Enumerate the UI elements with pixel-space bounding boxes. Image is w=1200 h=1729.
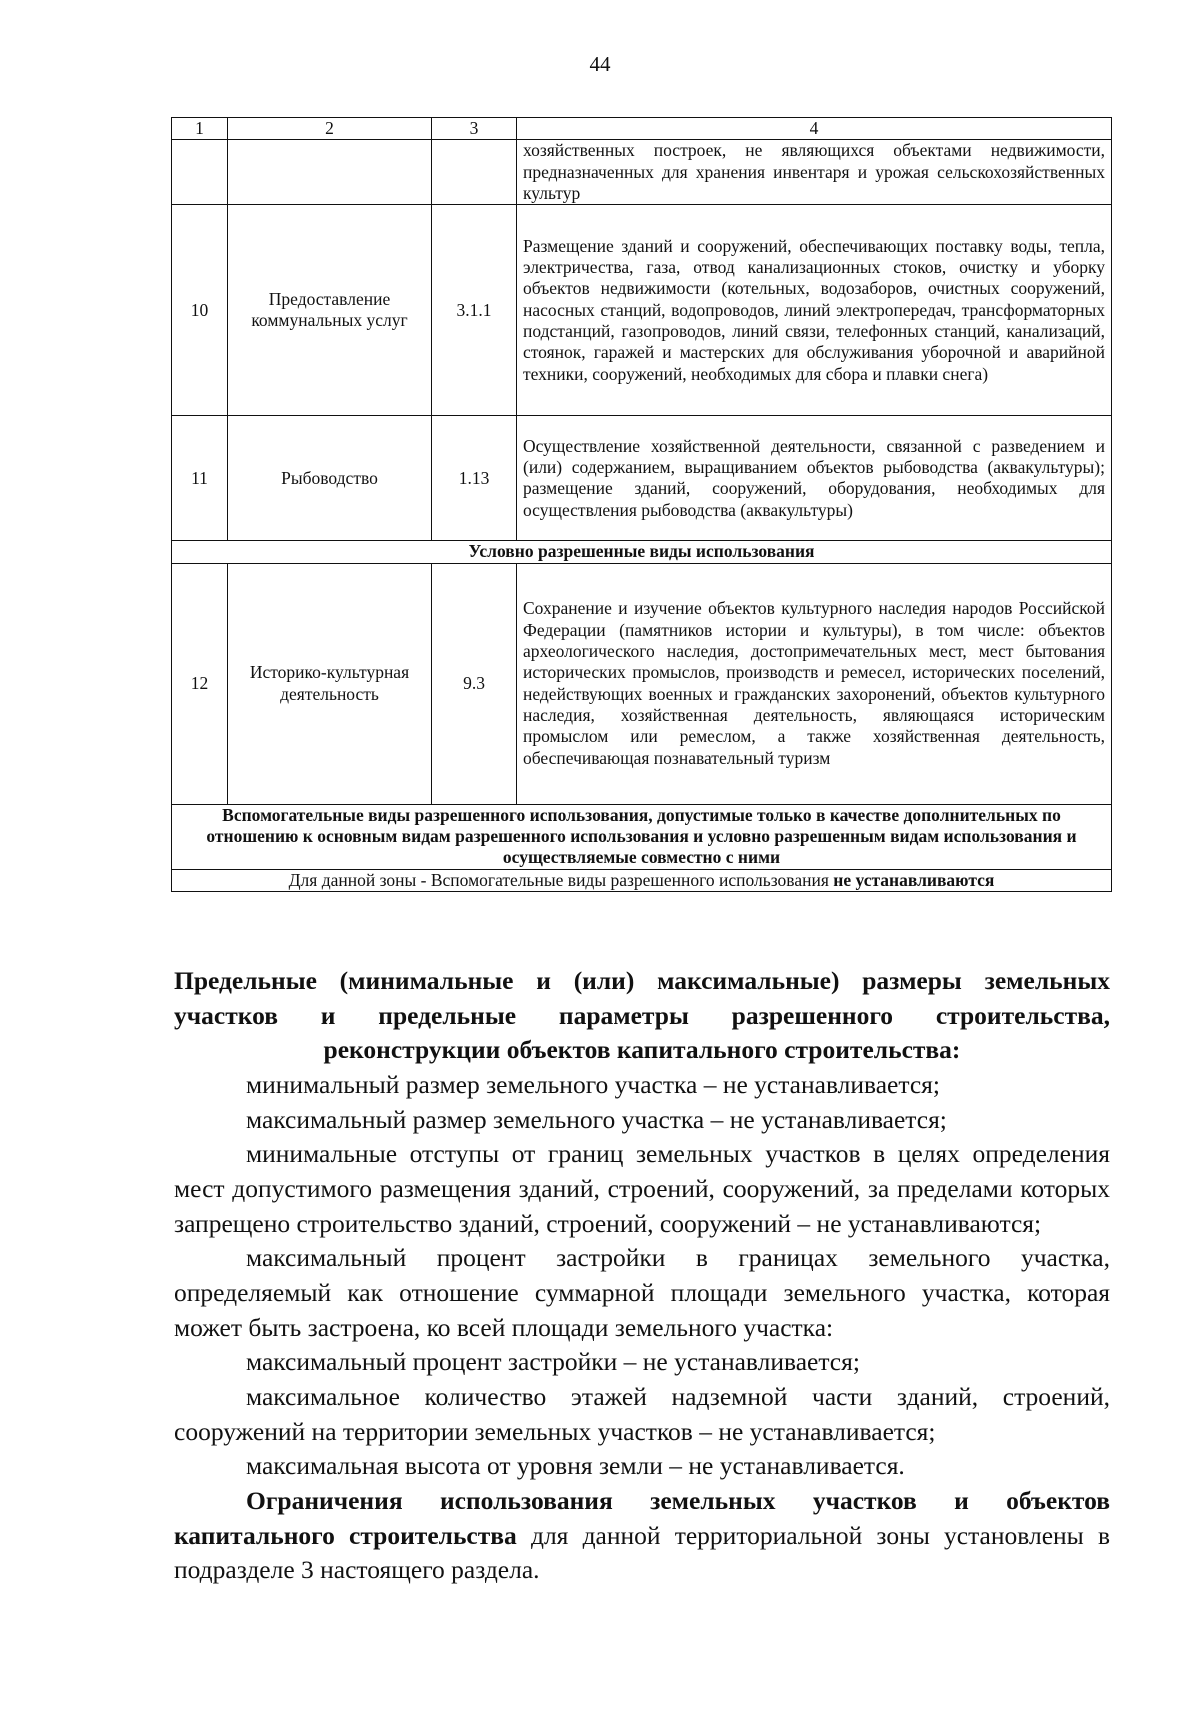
use-type-code [432, 140, 517, 205]
row-number: 12 [172, 563, 228, 804]
use-type-description: Размещение зданий и сооружений, обеспечивающих поставку воды, тепла, электричества, газа, отвод канализационных стоков, очистку и уборку объектов недвижимости (котельных, водозаборов, очистных сооружений, насосных станций, водопроводов, линий электропередач, трансформаторных подстанций, газопроводов, линий связи, телефонных станций, канализаций, стоянок, гаражей и мастерских для обслуживания уборочной и аварийной техники, сооружений, необходимых для сбора и плавки снега) [517, 205, 1112, 416]
row-number: 10 [172, 205, 228, 416]
row-number: 11 [172, 416, 228, 541]
row-number [172, 140, 228, 205]
zone-parameters-section [174, 964, 1110, 1588]
paragraph: минимальные отступы от границ земельных участков в целях определения мест допустимого размещения зданий, строений, сооружений, за пределами которых запрещено строительство зданий, строений, сооружений – не устанавливаются; [174, 1139, 1110, 1238]
restrictions-paragraph [174, 1484, 1110, 1588]
use-type-name [228, 140, 432, 205]
auxiliary-note-emphasis: не устанавливаются [833, 869, 995, 890]
auxiliary-note-row [172, 869, 1112, 891]
use-type-description: Осуществление хозяйственной деятельности, связанной с разведением и (или) содержанием, выращиванием объектов рыбоводства (аквакультуры); размещение зданий, сооружений, оборудования, необходимых для осуществления рыбоводства (аквакультуры) [517, 416, 1112, 541]
paragraph: максимальный процент застройки – не устанавливается; [246, 1347, 860, 1377]
table-header-row [172, 118, 1112, 140]
use-type-code: 9.3 [432, 563, 517, 804]
table-row [172, 140, 1112, 205]
auxiliary-uses-heading: Вспомогательные виды разрешенного использования, допустимые только в качестве дополнительных по отношению к основным видам разрешенного использования и условно разрешенным видам использования и осуществляемые совместно с ними [172, 804, 1112, 869]
header-cell-1: 1 [172, 118, 228, 140]
use-type-description: хозяйственных построек, не являющихся объектами недвижимости, предназначенных для хранения инвентаря и урожая сельскохозяйственных культур [517, 140, 1112, 205]
use-type-name: Историко-культурная деятельность [228, 563, 432, 804]
section-heading-row [172, 541, 1112, 563]
auxiliary-uses-note [172, 869, 1112, 891]
restrictions-emphasis: Ограничения использования земельных участков и объектов капитального строительства [174, 1486, 1110, 1550]
paragraph: максимальный размер земельного участка – не устанавливается; [246, 1104, 947, 1134]
paragraph: максимальное количество этажей надземной части зданий, строений, сооружений на территории земельных участков – не устанавливается; [174, 1382, 1110, 1446]
table-row [172, 205, 1112, 416]
header-cell-4: 4 [517, 118, 1112, 140]
table-row [172, 416, 1112, 541]
paragraph: максимальная высота от уровня земли – не устанавливается. [246, 1451, 905, 1481]
use-type-code: 3.1.1 [432, 205, 517, 416]
paragraph: максимальный процент застройки в границах земельного участка, определяемый как отношение суммарной площади земельного участка, которая может быть застроена, ко всей площади земельного участка: [174, 1243, 1110, 1342]
restrictions-text: для данной территориальной зоны установлены в подразделе 3 настоящего раздела. [174, 1520, 1110, 1585]
page-number: 44 [589, 52, 611, 76]
use-type-name: Рыбоводство [228, 416, 432, 541]
header-cell-3: 3 [432, 118, 517, 140]
table-row [172, 563, 1112, 804]
paragraph: минимальный размер земельного участка – не устанавливается; [246, 1070, 940, 1100]
section-heading-row [172, 804, 1112, 869]
header-cell-2: 2 [228, 118, 432, 140]
land-use-table [171, 117, 1112, 892]
use-type-description: Сохранение и изучение объектов культурного наследия народов Российской Федерации (памятников истории и культуры), в том числе: объектов археологического наследия, достопримечательных мест, мест бытования исторических промыслов, производств и ремесел, исторических поселений, недействующих военных и гражданских захоронений, объектов культурного наследия, хозяйственная деятельность, являющаяся историческим промыслом или ремеслом, а также хозяйственная деятельность, обеспечивающая познавательный туризм [517, 563, 1112, 804]
use-type-name: Предоставление коммунальных услуг [228, 205, 432, 416]
use-type-code: 1.13 [432, 416, 517, 541]
auxiliary-note-text: Для данной зоны - Вспомогательные виды разрешенного использования [288, 869, 834, 890]
conditional-uses-heading: Условно разрешенные виды использования [172, 541, 1112, 563]
section-heading: Предельные (минимальные и (или) максимальные) размеры земельных участков и предельные параметры разрешенного строительства, реконструкции объектов капитального строительства: [174, 966, 1110, 1065]
